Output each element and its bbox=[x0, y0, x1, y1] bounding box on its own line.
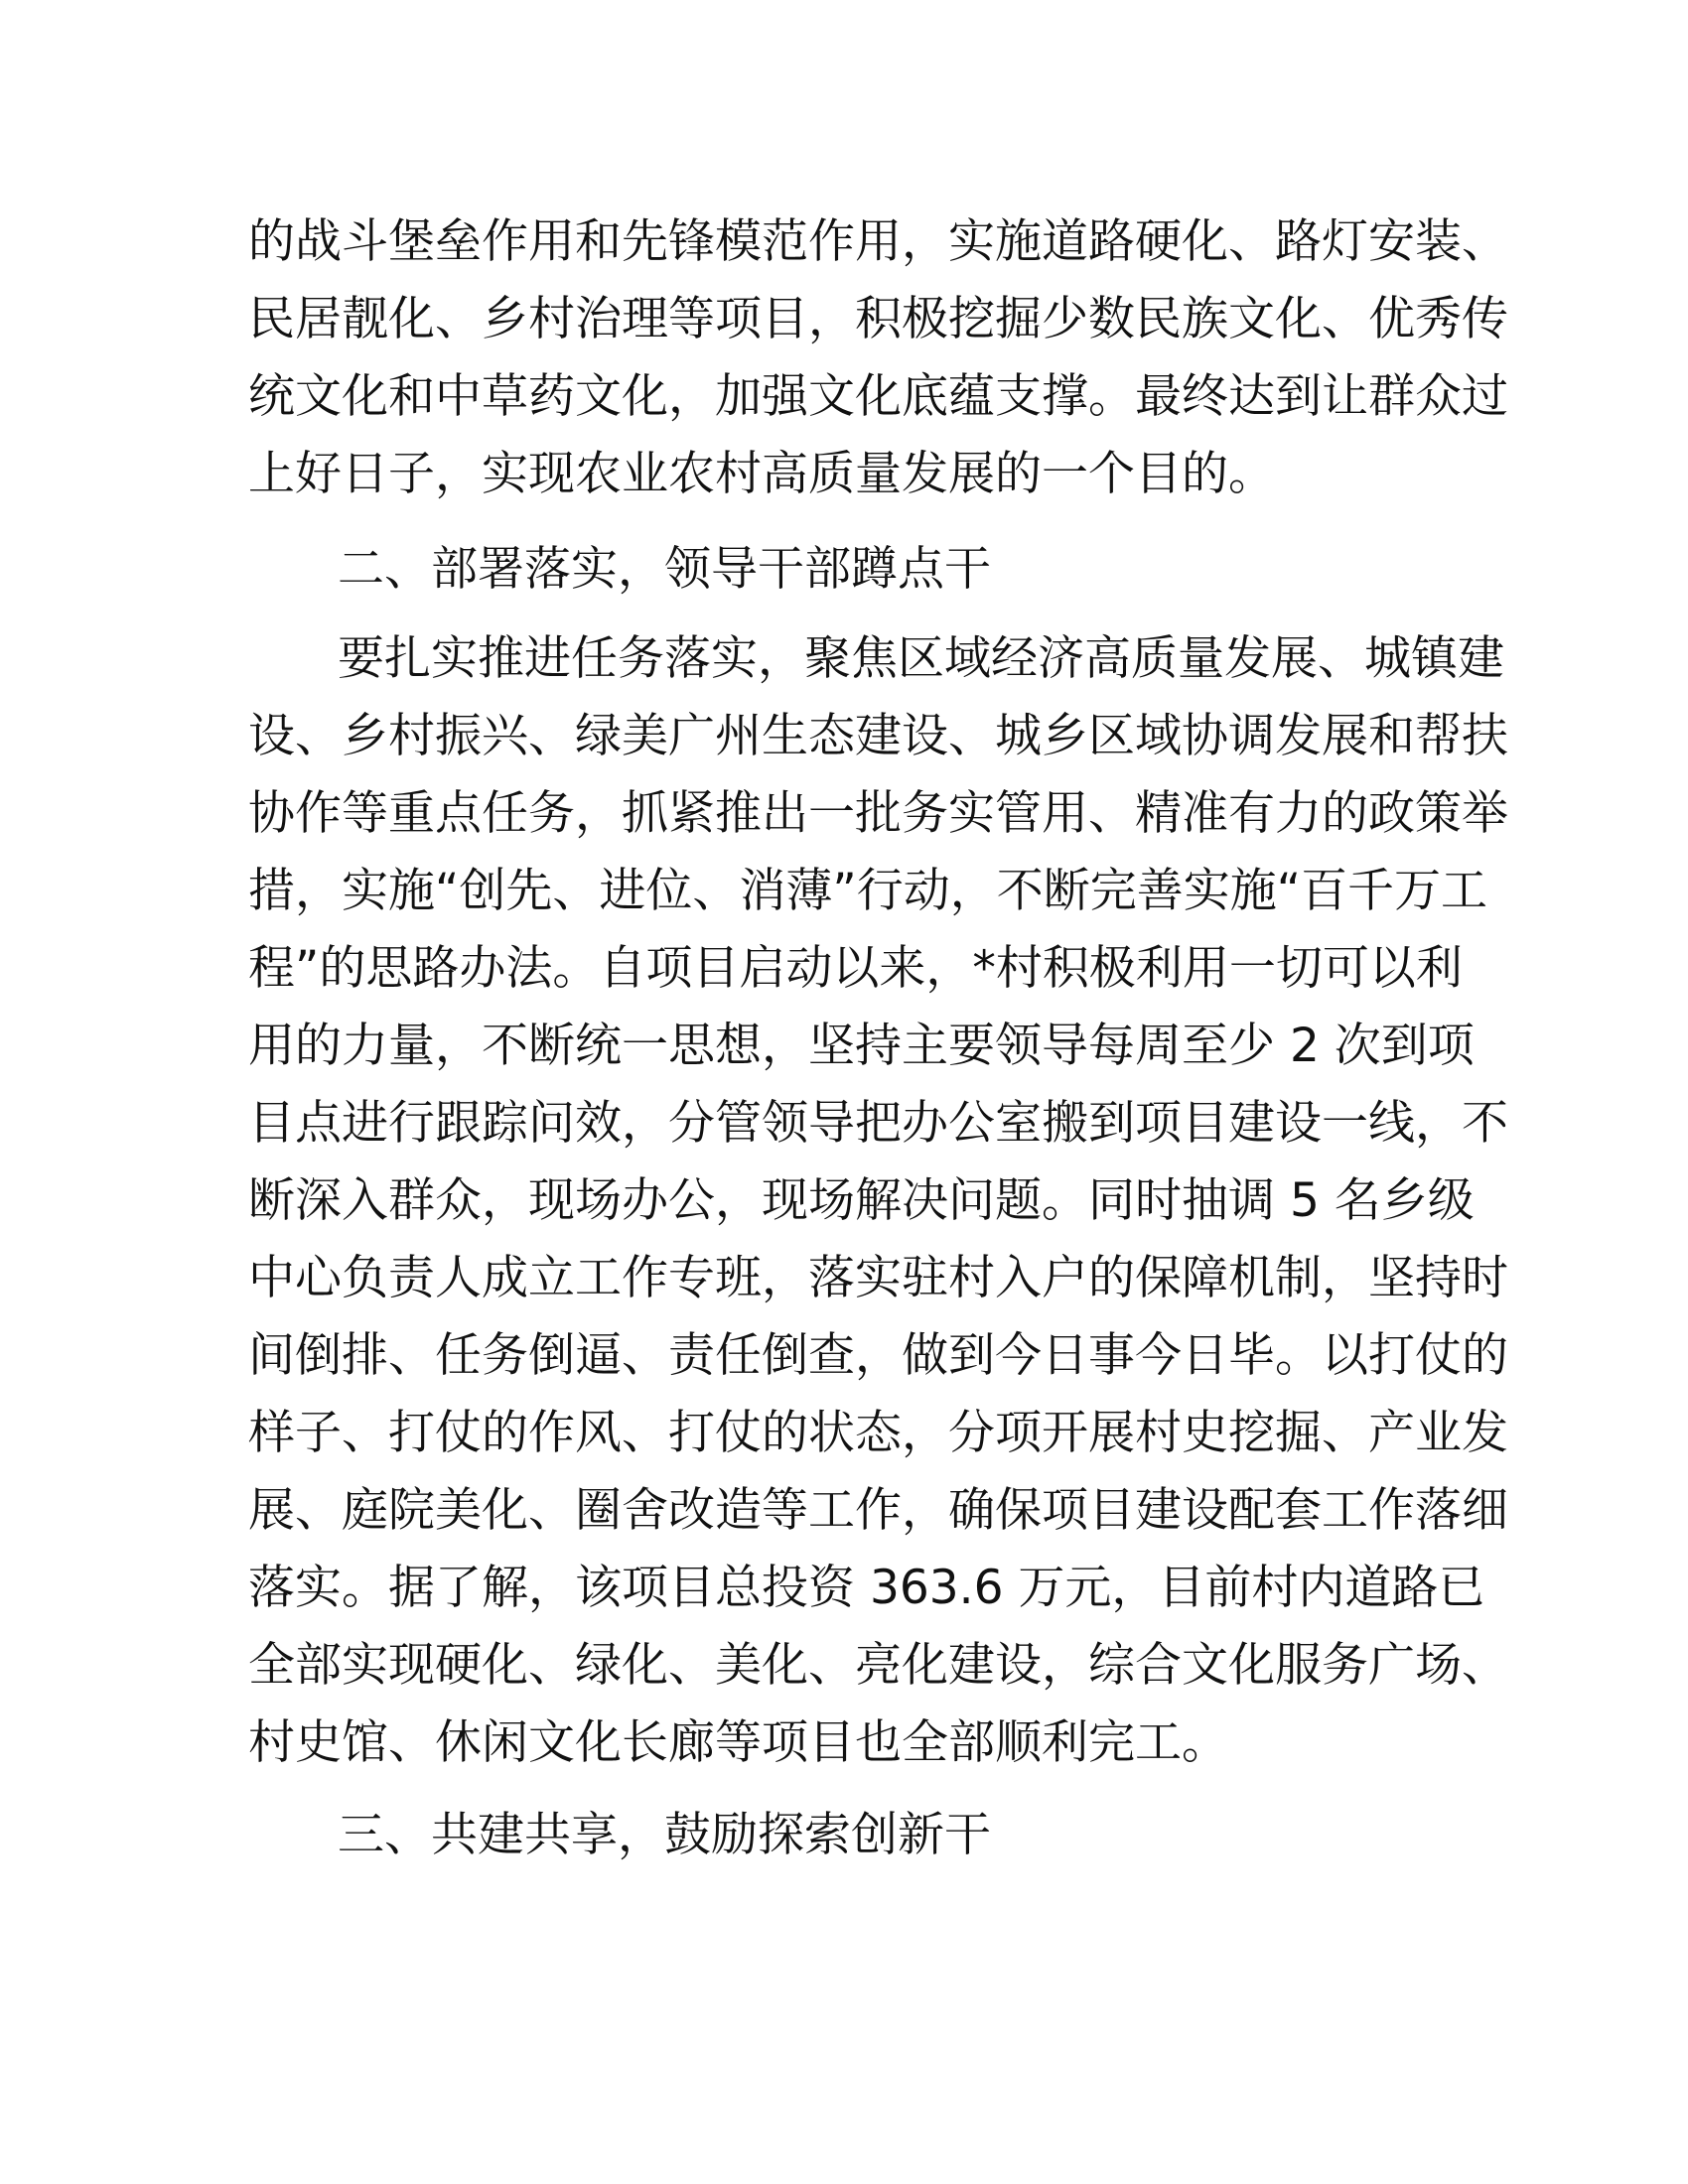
section-heading-3 bbox=[248, 1797, 1440, 1874]
paragraph-line: 协作等重点任务，抓紧推出一批务实管用、精准有力的政策举 bbox=[248, 786, 1508, 841]
paragraph-line: 全部实现硬化、绿化、美化、亮化建设，综合文化服务广场、 bbox=[248, 1638, 1508, 1693]
section-heading-2 bbox=[248, 531, 1440, 609]
paragraph-line: 间倒排、任务倒逼、责任倒查，做到今日事今日毕。以打仗的 bbox=[248, 1328, 1508, 1383]
paragraph-line: 措，实施“创先、进位、消薄”行动，不断完善实施“百千万工 bbox=[248, 864, 1488, 918]
paragraph-line: 程”的思路办法。自项目启动以来，*村积极利用一切可以利 bbox=[248, 941, 1463, 996]
paragraph-line: 民居靓化、乡村治理等项目，积极挖掘少数民族文化、优秀传 bbox=[248, 292, 1508, 346]
paragraph-line: 中心负责人成立工作专班，落实驻村入户的保障机制，坚持时 bbox=[248, 1251, 1508, 1305]
paragraph-line: 样子、打仗的作风、打仗的状态，分项开展村史挖掘、产业发 bbox=[248, 1406, 1508, 1460]
paragraph-line: 统文化和中草药文化，加强文化底蕴支撑。最终达到让群众过 bbox=[248, 369, 1508, 424]
paragraph-line: 设、乡村振兴、绿美广州生态建设、城乡区域协调发展和帮扶 bbox=[248, 709, 1508, 763]
paragraph-line: 用的力量，不断统一思想，坚持主要领导每周至少 2 次到项 bbox=[248, 1019, 1475, 1073]
section-heading-text: 二、部署落实，领导干部蹲点干 bbox=[338, 542, 991, 597]
paragraph-line: 目点进行跟踪问效，分管领导把办公室搬到项目建设一线，不 bbox=[248, 1096, 1508, 1151]
paragraph-line: 上好日子，实现农业农村高质量发展的一个目的。 bbox=[248, 447, 1275, 501]
paragraph-deployment bbox=[248, 620, 1508, 1782]
paragraph-line: 展、庭院美化、圈舍改造等工作，确保项目建设配套工作落细 bbox=[248, 1483, 1508, 1538]
paragraph-line: 落实。据了解，该项目总投资 363.6 万元，目前村内道路已 bbox=[248, 1561, 1485, 1615]
paragraph-line: 要扎实推进任务落实，聚焦区域经济高质量发展、城镇建 bbox=[338, 631, 1504, 686]
paragraph-line: 的战斗堡垒作用和先锋模范作用，实施道路硬化、路灯安装、 bbox=[248, 214, 1508, 269]
paragraph-line: 断深入群众，现场办公，现场解决问题。同时抽调 5 名乡级 bbox=[248, 1173, 1475, 1228]
paragraph-continuation bbox=[248, 204, 1508, 513]
section-heading-text: 三、共建共享，鼓励探索创新干 bbox=[338, 1808, 991, 1862]
paragraph-line: 村史馆、休闲文化长廊等项目也全部顺利完工。 bbox=[248, 1715, 1228, 1770]
